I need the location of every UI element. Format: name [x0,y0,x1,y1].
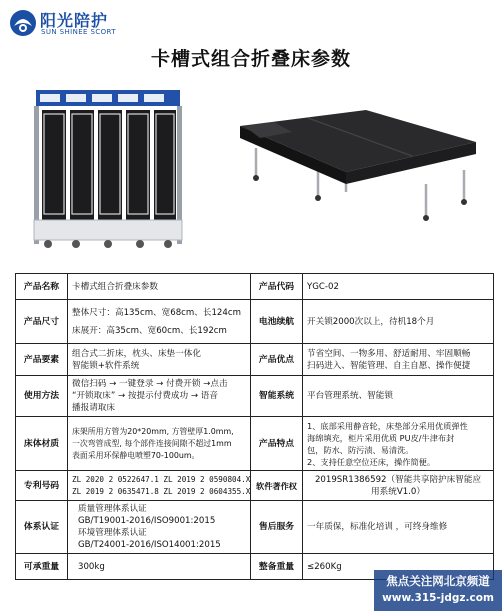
cell-line: 开关锁2000次以上，待机18个月 [307,316,435,327]
cell-line: 播报请取床 [72,403,115,413]
label-bed-material: 床体材质 [16,417,68,471]
value-load-capacity [68,554,251,580]
cell-line: 平台管理系统、智能锁 [307,391,393,401]
value-product-code [303,274,494,300]
label-after-sales: 售后服务 [251,501,303,554]
table-row [16,300,494,344]
value-product-size [68,300,251,344]
label-smart-system: 智能系统 [251,376,303,417]
cell-line: 包，防水、防污渍、易清洗。 [307,444,414,455]
value-bed-material [68,417,251,471]
cell-line: YGC-02 [307,281,339,292]
cell-line: ZL 2020 2 0522647.1 ZL 2019 2 0590804.X [72,474,251,484]
table-row [16,376,494,417]
label-software-copyright: 软件著作权 [251,471,303,501]
label-usage: 使用方法 [16,376,68,417]
value-after-sales [303,501,494,554]
cell-line: 一年质保，标准化培训 ，可终身维修 [307,522,448,532]
table-row [16,274,494,300]
label-product-code: 产品代码 [251,274,303,300]
cell-line: 智能锁+软件系统 [72,360,140,371]
watermark-title: 焦点关注网北京频道 [386,574,490,588]
label-certification: 体系认证 [16,501,68,554]
label-load-capacity: 可承重量 [16,554,68,580]
table-row [16,501,494,554]
cell-line: 海绵填充，柜片采用优质 PU皮/牛津布封 [307,432,455,443]
cell-line: “开锁取床” → 按提示付费成功 → 语音 [72,391,218,401]
cell-line: 床展开：高35cm、宽60cm、长192cm [72,325,227,336]
table-row [16,417,494,471]
cell-line: 节省空间、一物多用、舒适耐用、牢固顺畅 [307,348,471,359]
cell-line: 环境管理体系认证 [78,528,147,538]
cell-line: 卡槽式组合折叠床参数 [72,281,158,292]
cell-line: 组合式二折床，枕头、床垫一体化 [72,348,201,359]
cell-line: GB/T19001-2016/ISO9001:2015 [78,516,216,526]
cell-line: 300kg [78,561,105,572]
folded-bed-rack-photo [28,86,188,252]
value-product-elements [68,344,251,376]
page-title: 卡槽式组合折叠床参数 [150,48,351,70]
cell-line: 2019SR1386592（智能共享陪护床智能应 [314,474,482,485]
brand-logo [8,6,128,44]
value-usage [68,376,251,417]
value-product-advantages [303,344,494,376]
label-curb-weight: 整备重量 [251,554,303,580]
label-patent-numbers: 专利号码 [16,471,68,501]
cell-line: 床架所用方管为20*20mm, 方管壁厚1.0mm, [72,426,234,436]
cell-line: ≤260Kg [307,561,342,572]
cell-line: 微信扫码 → 一键登录 → 付费开锁 →点击 [72,379,228,389]
cell-line: 用系统V1.0） [371,486,425,497]
cell-line: GB/T24001-2016/ISO14001:2015 [78,540,221,550]
table-row [16,471,494,501]
value-software-copyright [303,471,494,501]
cell-line: 2、支持任意空位还床，操作简便。 [307,456,436,467]
label-product-features: 产品特点 [251,417,303,471]
cell-line: 表面采用环保静电喷塑70-100um。 [72,450,200,460]
label-battery-life: 电池续航 [251,300,303,344]
label-product-size: 产品尺寸 [16,300,68,344]
value-product-name [68,274,251,300]
cell-line: 一次弯管成型, 每个部件连接间隙不超过1mm [72,438,232,448]
value-patent-numbers [68,471,251,501]
table-row [16,344,494,376]
value-smart-system [303,376,494,417]
label-product-advantages: 产品优点 [251,344,303,376]
sun-logo-icon [8,8,38,38]
spec-table [15,273,494,580]
brand-name-en: SUN SHINEE SCORT [41,28,116,36]
value-certification [68,501,251,554]
cell-line: 1、底部采用静音轮，床垫部分采用优质弹性 [307,420,468,431]
cell-line: 整体尺寸：高135cm、宽68cm、长124cm [72,307,241,318]
cell-line: ZL 2019 2 0635471.8 ZL 2019 2 0604355.X [72,486,251,496]
unfolded-bed-photo [226,96,478,226]
label-product-name: 产品名称 [16,274,68,300]
brand-name-cn: 阳光陪护 [40,11,109,30]
label-product-elements: 产品要素 [16,344,68,376]
site-watermark [374,570,502,611]
cell-line: 扫码进入、智能管理、自主自愿、操作便捷 [307,360,471,371]
value-product-features [303,417,494,471]
watermark-url: www.315-jdgz.com [382,592,494,604]
cell-line: 质量管理体系认证 [78,504,147,514]
value-battery-life [303,300,494,344]
